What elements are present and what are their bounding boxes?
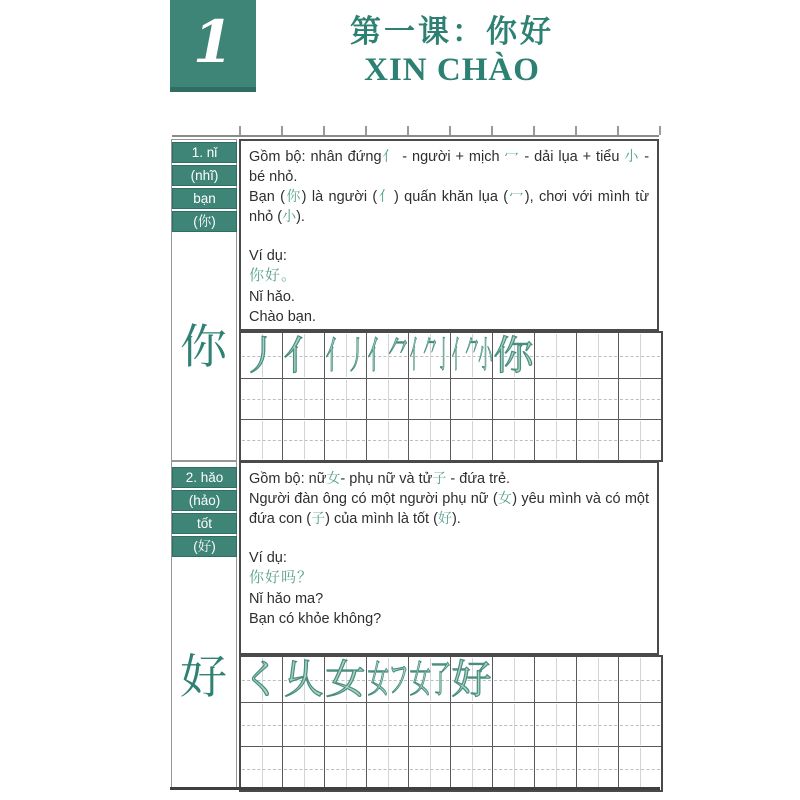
practice-grid-cell — [451, 379, 493, 419]
practice-grid-cell — [577, 420, 619, 460]
practice-grid-cell — [493, 420, 535, 460]
practice-grid-cell — [325, 657, 367, 702]
stroke-order-glyph: 亻⺈小 — [451, 334, 492, 376]
inline-chinese-character: 冖 — [504, 148, 520, 164]
practice-grid-cell — [325, 379, 367, 419]
practice-grid-row — [241, 379, 661, 420]
stroke-order-glyph: 女了 — [409, 658, 450, 701]
example-vietnamese: Chào bạn. — [249, 308, 316, 325]
practice-grid-cell — [619, 657, 661, 702]
practice-grid-cell — [535, 333, 577, 378]
stroke-order-glyph: 亻丿 — [325, 334, 366, 377]
vocab-meaning: bạn — [172, 188, 237, 209]
practice-grid-row — [241, 747, 661, 790]
grid-tick — [617, 126, 619, 135]
practice-grid-cell — [619, 747, 661, 790]
lesson-number-box — [170, 0, 256, 92]
practice-grid-cell — [241, 420, 283, 460]
practice-grid-cell — [409, 333, 451, 378]
radical-explanation — [249, 469, 649, 529]
grid-tick — [491, 126, 493, 135]
grid-tick — [575, 126, 577, 135]
practice-grid-cell — [409, 657, 451, 702]
practice-grid-row — [241, 703, 661, 747]
stroke-order-glyph: 亻⺈ — [367, 334, 408, 377]
inline-text: - người + mịch — [397, 149, 505, 165]
practice-grid-cell — [619, 703, 661, 746]
grid-tick — [281, 126, 283, 135]
explanation-box — [239, 461, 659, 655]
practice-grid-cell — [451, 747, 493, 790]
inline-text: ) yêu mình và có một đứa con ( — [249, 491, 649, 527]
inline-chinese-character: 女 — [326, 470, 341, 486]
stroke-order-glyph: 亻 — [283, 332, 324, 379]
practice-grid-cell — [535, 420, 577, 460]
lesson-title-chinese: 第一课：你好 — [350, 14, 554, 50]
stroke-order-glyph: 女フ — [367, 658, 408, 701]
practice-grid-cell — [241, 703, 283, 746]
grid-tick — [323, 126, 325, 135]
practice-grid-cell — [493, 657, 535, 702]
grid-tick — [365, 126, 367, 135]
practice-grid-cell — [241, 333, 283, 378]
practice-grid-cell — [409, 703, 451, 746]
inline-text: ). — [296, 209, 305, 225]
inline-chinese-character: 亻 — [381, 148, 398, 164]
practice-grid-cell — [241, 657, 283, 702]
inline-text: - phụ nữ và tử — [340, 471, 433, 487]
inline-text: ) quấn khăn lụa ( — [393, 189, 509, 205]
inline-text: Gồm bộ: nữ — [249, 471, 327, 487]
inline-text: ) của mình là tốt ( — [325, 511, 438, 527]
practice-grid-cell — [367, 333, 409, 378]
practice-grid-cell — [283, 657, 325, 702]
practice-grid-cell — [493, 379, 535, 419]
practice-grid-cell — [577, 747, 619, 790]
grid-tick — [449, 126, 451, 135]
table-bottom-border — [170, 787, 660, 790]
practice-grid-cell — [241, 747, 283, 790]
practice-grid-cell — [535, 379, 577, 419]
inline-chinese-character: 亻 — [377, 188, 394, 204]
practice-grid-cell — [283, 379, 325, 419]
practice-grid-cell — [451, 657, 493, 702]
practice-grid-cell — [283, 703, 325, 746]
practice-grid-cell — [325, 703, 367, 746]
practice-grid-cell — [535, 747, 577, 790]
inline-chinese-character: 子 — [311, 510, 326, 526]
inline-chinese-character: 你 — [285, 188, 302, 204]
practice-grid-cell — [325, 420, 367, 460]
inline-text: ), chơi với mình từ nhỏ ( — [249, 189, 650, 225]
practice-grid-cell — [535, 657, 577, 702]
practice-grid-cell — [619, 379, 661, 419]
practice-grid-row — [241, 420, 661, 460]
vocab-character-label: (好) — [172, 536, 237, 557]
vocab-character-label: (你) — [172, 211, 237, 232]
stroke-order-glyph: 你 — [493, 332, 534, 379]
example-chinese: 你好吗？ — [249, 569, 314, 586]
stroke-order-glyph: 丿 — [241, 332, 282, 379]
inline-chinese-character: 好 — [437, 510, 452, 526]
example-label: Ví dụ: — [249, 248, 287, 264]
practice-grid-cell — [451, 333, 493, 378]
inline-text: Bạn ( — [249, 189, 285, 205]
inline-chinese-character: 女 — [497, 490, 513, 506]
practice-grid-cell — [451, 420, 493, 460]
grid-tick — [533, 126, 535, 135]
practice-grid-cell — [493, 703, 535, 746]
grid-tick — [407, 126, 409, 135]
practice-grid-cell — [493, 333, 535, 378]
stroke-order-glyph: く — [241, 656, 282, 703]
practice-grid-cell — [409, 379, 451, 419]
example-chinese: 你好。 — [249, 267, 298, 284]
inline-text: Người đàn ông có một người phụ nữ ( — [249, 491, 498, 507]
example-vietnamese: Bạn có khỏe không? — [249, 610, 382, 627]
stroke-order-glyph: 女 — [325, 656, 366, 703]
grid-tick — [239, 126, 241, 135]
practice-grid-cell — [535, 703, 577, 746]
example-pinyin: Nǐ hǎo. — [249, 288, 295, 305]
vocab-hanviet-reading: (nhĩ) — [172, 165, 237, 186]
practice-grid-cell — [619, 333, 661, 378]
vocab-big-character: 好 — [180, 650, 227, 705]
example-label: Ví dụ: — [249, 550, 287, 566]
practice-grid-cell — [367, 747, 409, 790]
practice-grid-cell — [283, 747, 325, 790]
practice-grid-cell — [283, 333, 325, 378]
practice-grid-cell — [577, 379, 619, 419]
practice-grid-row — [241, 333, 661, 379]
vocab-hanviet-reading: (hảo) — [172, 490, 237, 511]
practice-grid-cell — [493, 747, 535, 790]
practice-grid-cell — [451, 703, 493, 746]
example-pinyin: Nǐ hǎo ma? — [249, 590, 324, 607]
inline-text: - bé nhỏ. — [249, 149, 650, 185]
practice-grid-row — [241, 657, 661, 703]
practice-grid-cell — [367, 703, 409, 746]
inline-text: - dải lụa + tiểu — [519, 149, 625, 165]
grid-tick — [659, 126, 661, 135]
practice-grid — [239, 655, 663, 792]
vocab-number-pinyin: 2. hǎo — [172, 467, 237, 488]
inline-text: - đứa trẻ. — [446, 471, 511, 487]
practice-grid-cell — [409, 420, 451, 460]
practice-grid-cell — [619, 420, 661, 460]
stroke-order-glyph: 乆 — [283, 656, 324, 703]
lesson-number: 1 — [192, 7, 234, 76]
stroke-order-glyph: 好 — [451, 656, 492, 703]
inline-text: ). — [451, 511, 461, 527]
inline-chinese-character: 子 — [432, 470, 447, 486]
vocab-meaning: tốt — [172, 513, 237, 534]
inline-chinese-character: 冖 — [508, 188, 525, 204]
practice-grid — [239, 331, 663, 462]
practice-grid-cell — [577, 703, 619, 746]
inline-text: Gồm bộ: nhân đứng — [249, 149, 382, 165]
inline-chinese-character: 小 — [624, 148, 640, 164]
practice-grid-cell — [283, 420, 325, 460]
inline-chinese-character: 小 — [282, 208, 297, 224]
inline-text: ) là người ( — [301, 189, 378, 205]
practice-grid-cell — [367, 379, 409, 419]
stroke-order-glyph: 亻⺈亅 — [409, 334, 450, 376]
radical-explanation — [249, 147, 649, 227]
practice-grid-cell — [325, 333, 367, 378]
practice-grid-cell — [367, 657, 409, 702]
practice-grid-cell — [409, 747, 451, 790]
vocab-big-character: 你 — [180, 320, 227, 375]
practice-grid-cell — [241, 379, 283, 419]
vocab-number-pinyin: 1. nǐ — [172, 142, 237, 163]
explanation-box — [239, 139, 659, 331]
practice-grid-cell — [577, 657, 619, 702]
practice-grid-cell — [367, 420, 409, 460]
practice-grid-cell — [325, 747, 367, 790]
practice-grid-cell — [577, 333, 619, 378]
lesson-title-vietnamese: XIN CHÀO — [364, 52, 540, 88]
cropped-grid-baseline — [172, 135, 659, 137]
cropped-grid-ticks — [239, 126, 661, 135]
